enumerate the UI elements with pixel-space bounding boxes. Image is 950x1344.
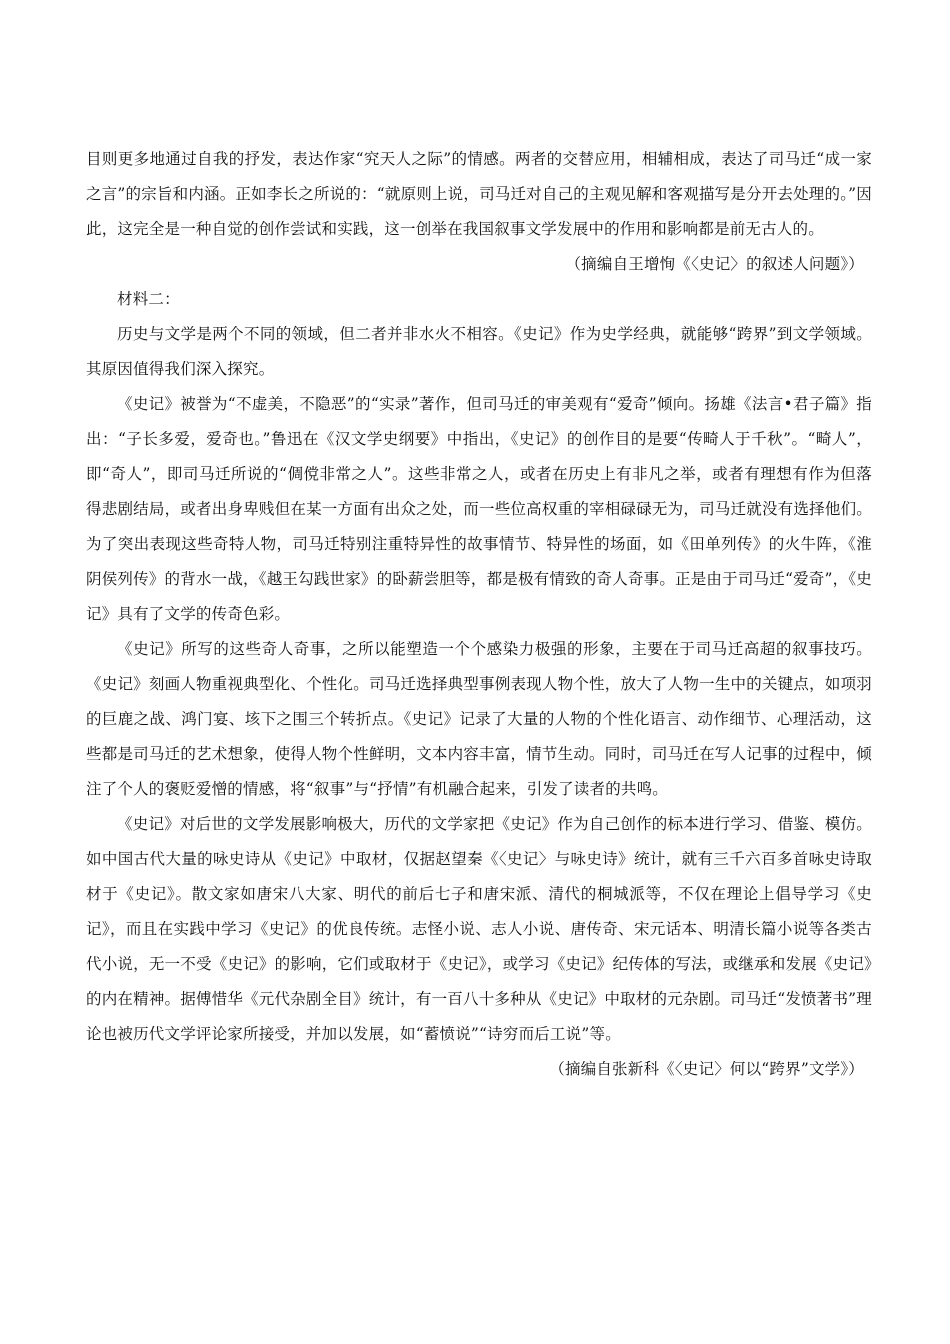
- material2-source-citation: （摘编自张新科《〈史记〉何以“跨界”文学》）: [549, 1060, 864, 1078]
- material2-paragraph-4: 《史记》对后世的文学发展影响极大，历代的文学家把《史记》作为自己创作的标本进行学习、借鉴、模仿。如中国古代大量的咏史诗从《史记》中取材，仅据赵望秦《〈史记〉与咏史诗》统计，就有三千六百多首咏史诗取材于《史记》。散文家如唐宋八大家、明代的前后七子和唐宋派、清代的桐城派等，不仅在理论上倡导学习《史记》，而且在实践中学习《史记》的优良传统。志怪小说、志人小说、唐传奇、宋元话本、明清长篇小说等各类古代小说，无一不受《史记》的影响，它们或取材于《史记》，或学习《史记》纪传体的写法，或继承和发展《史记》的内在精神。据傅惜华《元代杂剧全目》统计，有一百八十多种从《史记》中取材的元杂剧。司马迁“发愤著书”理论也被历代文学评论家所接受，并加以发展，如“蓄愤说”“诗穷而后工说”等。: [86, 815, 872, 1043]
- document-page: [86, 142, 872, 1087]
- material1-source-citation: （摘编自王增恂《〈史记〉的叙述人问题》）: [565, 255, 864, 273]
- material2-paragraph-1: 历史与文学是两个不同的领域，但二者并非水火不相容。《史记》作为史学经典，就能够“跨界”到文学领域。其原因值得我们深入探究。: [86, 325, 872, 378]
- material2-paragraph-3: 《史记》所写的这些奇人奇事，之所以能塑造一个个感染力极强的形象，主要在于司马迁高超的叙事技巧。《史记》刻画人物重视典型化、个性化。司马迁选择典型事例表现人物个性，放大了人物一生中的关键点，如项羽的巨鹿之战、鸿门宴、垓下之围三个转折点。《史记》记录了大量的人物的个性化语言、动作细节、心理活动，这些都是司马迁的艺术想象，使得人物个性鲜明，文本内容丰富，情节生动。同时，司马迁在写人记事的过程中，倾注了个人的褒贬爱憎的情感，将“叙事”与“抒情”有机融合起来，引发了读者的共鸣。: [86, 640, 872, 798]
- material2-label: 材料二：: [117, 290, 180, 308]
- material2-paragraph-2: 《史记》被誉为“不虚美，不隐恶”的“实录”著作，但司马迁的审美观有“爱奇”倾向。扬雄《法言•君子篇》指出：“子长多爱，爱奇也。”鲁迅在《汉文学史纲要》中指出，《史记》的创作目的是要“传畸人于千秋”。“畸人”，即“奇人”，即司马迁所说的“倜傥非常之人”。这些非常之人，或者在历史上有非凡之举，或者有理想有作为但落得悲剧结局，或者出身卑贱但在某一方面有出众之处，而一些位高权重的宰相碌碌无为，司马迁就没有选择他们。为了突出表现这些奇特人物，司马迁特别注重特异性的故事情节、特异性的场面，如《田单列传》的火牛阵，《淮阴侯列传》的背水一战，《越王勾践世家》的卧薪尝胆等，都是极有情致的奇人奇事。正是由于司马迁“爱奇”，《史记》具有了文学的传奇色彩。: [86, 395, 872, 623]
- material1-tail-paragraph: 目则更多地通过自我的抒发，表达作家“究天人之际”的情感。两者的交替应用，相辅相成，表达了司马迁“成一家之言”的宗旨和内涵。正如李长之所说的：“就原则上说，司马迁对自己的主观见解和客观描写是分开去处理的。”因此，这完全是一种自觉的创作尝试和实践，这一创举在我国叙事文学发展中的作用和影响都是前无古人的。: [86, 150, 872, 238]
